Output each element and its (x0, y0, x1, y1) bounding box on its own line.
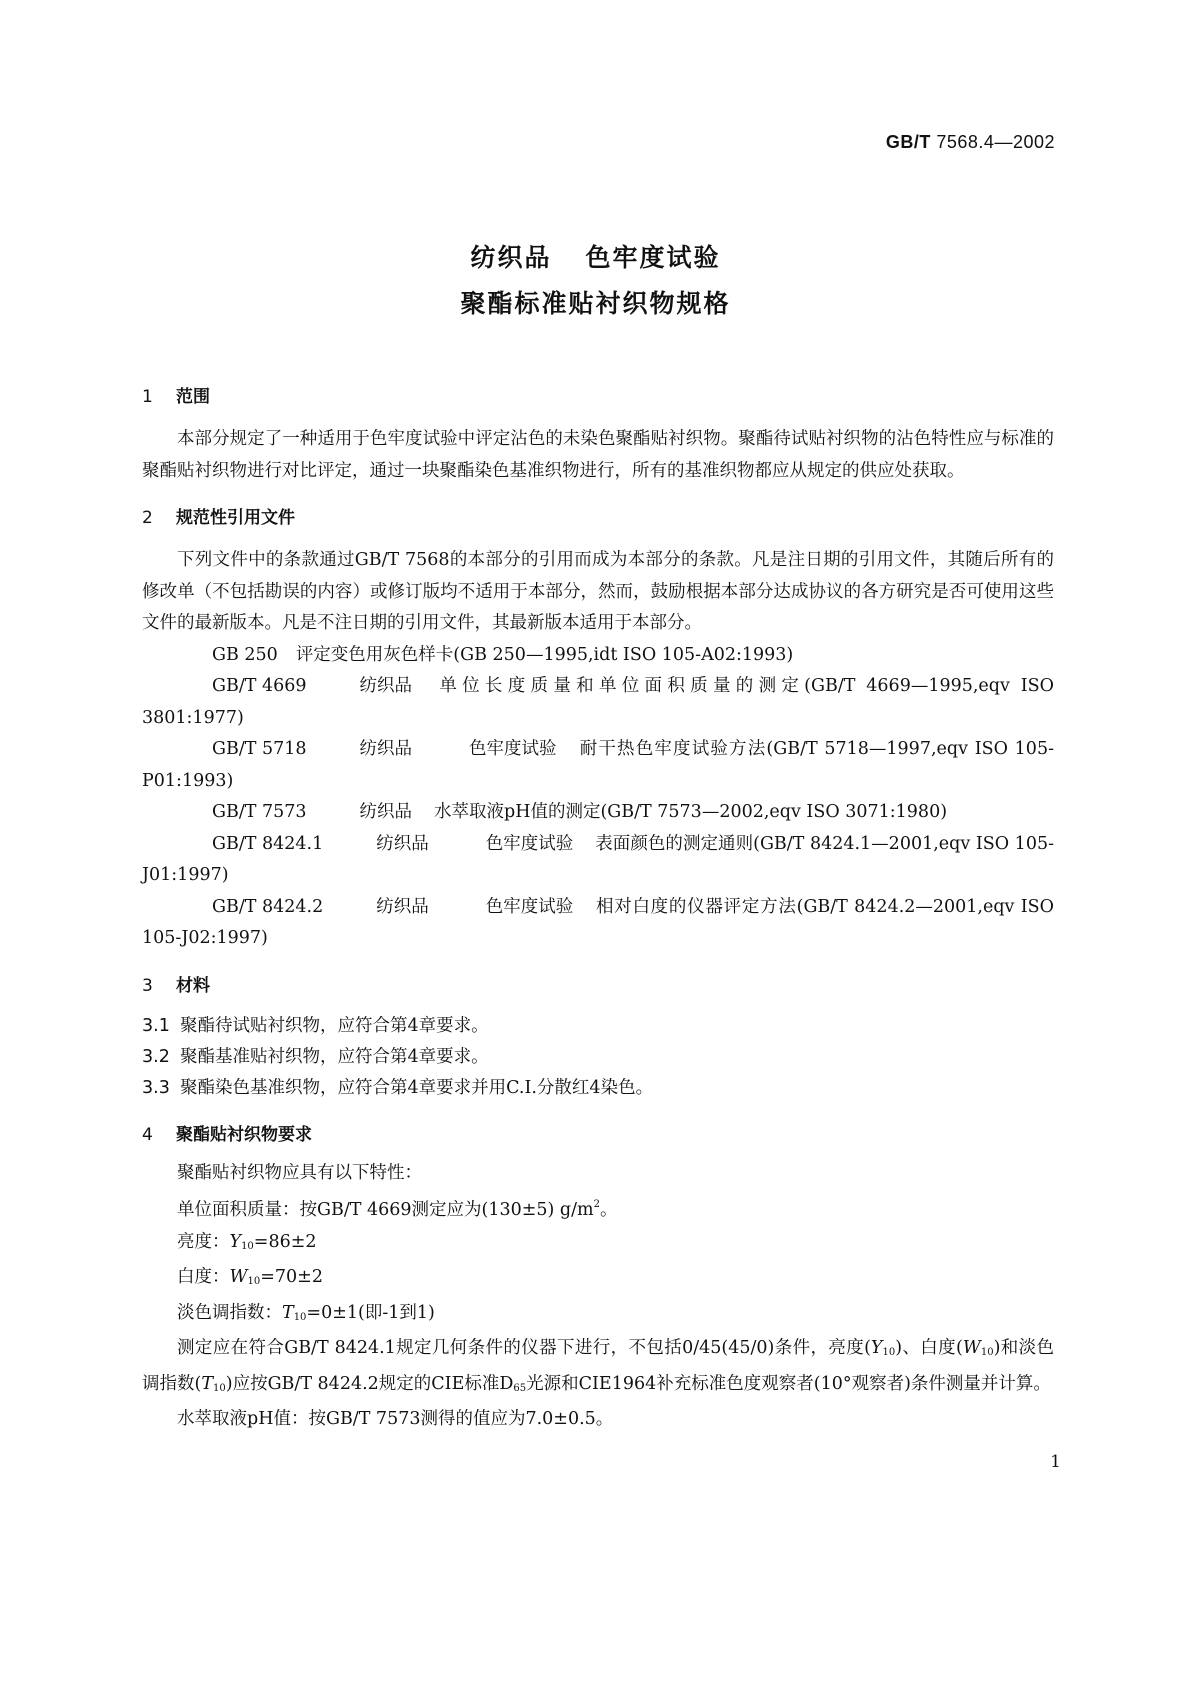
item-number: 3.1 (142, 1015, 170, 1036)
item-number: 3.3 (142, 1077, 170, 1098)
illuminant-subscript: 65 (513, 1382, 527, 1394)
whiteness-subscript: 10 (980, 1347, 994, 1358)
title-part-a: 纺织品 (470, 243, 552, 272)
measurement-text: )、白度( (895, 1338, 963, 1358)
reference-code: GB 250 (212, 644, 278, 665)
title-part-b: 色牢度试验 (585, 243, 721, 272)
reference-part: 色牢度试验 (469, 739, 557, 759)
reference-code: GB/T 5718 (212, 739, 307, 759)
reference-item (142, 829, 1054, 892)
brightness-subscript: 10 (241, 1240, 254, 1252)
brightness-requirement (142, 1227, 1054, 1263)
page-number: 1 (1050, 1452, 1061, 1472)
whiteness-symbol: W (962, 1338, 981, 1358)
tint-value: =0±1(即-1到1) (306, 1302, 435, 1323)
tint-label: 淡色调指数： (177, 1302, 282, 1323)
whiteness-symbol: W (229, 1267, 248, 1287)
mass-requirement (142, 1189, 1054, 1227)
brightness-value: =86±2 (253, 1231, 317, 1252)
measurement-text: )应按GB/T 8424.2规定的CIE标准D (225, 1373, 514, 1394)
reference-item (142, 671, 1054, 734)
section-number: 1 (142, 387, 153, 407)
title-line-1 (0, 238, 1191, 274)
reference-title: 表面颜色的测定通则(GB/T 8424.1—2001,eqv ISO 105-J01:1997) (142, 833, 1054, 885)
tint-symbol: T (201, 1373, 214, 1394)
section-title: 规范性引用文件 (176, 508, 295, 528)
whiteness-requirement (142, 1262, 1054, 1298)
item-text: 聚酯待试贴衬织物，应符合第4章要求。 (180, 1015, 489, 1036)
item-text: 聚酯基准贴衬织物，应符合第4章要求。 (180, 1046, 489, 1067)
reference-part: 色牢度试验 (485, 896, 574, 917)
reference-part: 纺织品 (376, 833, 429, 854)
tint-subscript: 10 (213, 1382, 226, 1394)
brightness-label: 亮度： (177, 1231, 230, 1252)
section-number: 2 (142, 508, 153, 528)
section-title: 聚酯贴衬织物要求 (176, 1124, 312, 1145)
reference-part: 纺织品 (359, 802, 413, 822)
section-number: 4 (142, 1124, 153, 1145)
reference-item (142, 734, 1054, 797)
section-2-paragraph: 下列文件中的条款通过GB/T 7568的本部分的引用而成为本部分的条款。凡是注日期的引用文件，其随后所有的修改单（不包括勘误的内容）或修订版均不适用于本部分，然而，鼓励根据本部分达成协议的各方研究是否可使用这些文件的最新版本。凡是不注日期的引用文件，其最新版本适用于本部分。 (142, 550, 1054, 633)
reference-item (142, 892, 1054, 955)
item-number: 3.2 (142, 1046, 170, 1067)
reference-item (142, 640, 1054, 672)
standard-code-prefix: GB/T (885, 132, 931, 152)
reference-code: GB/T 8424.1 (212, 833, 324, 854)
section-1-heading (142, 380, 1054, 414)
whiteness-label: 白度： (177, 1267, 230, 1287)
whiteness-value: =70±2 (260, 1267, 323, 1287)
requirements-block (142, 1158, 1054, 1436)
reference-part: 纺织品 (359, 739, 413, 759)
brightness-symbol: Y (870, 1338, 883, 1358)
standard-code (886, 132, 1055, 153)
brightness-subscript: 10 (882, 1347, 896, 1358)
section-title: 范围 (176, 387, 210, 407)
mass-text: 单位面积质量：按GB/T 4669测定应为(130±5) g/m (177, 1200, 594, 1220)
reference-code: GB/T 8424.2 (212, 896, 324, 917)
whiteness-subscript: 10 (247, 1276, 261, 1287)
material-item (142, 1073, 1054, 1104)
reference-title: 评定变色用灰色样卡(GB 250—1995,idt ISO 105-A02:1993) (295, 644, 794, 665)
measurement-paragraph (142, 1333, 1054, 1404)
section-number: 3 (142, 975, 153, 996)
section-2-heading (142, 501, 1054, 535)
tint-symbol: T (282, 1302, 294, 1323)
materials-list (142, 1011, 1054, 1104)
reference-title: 水萃取液pH值的测定(GB/T 7573—2002,eqv ISO 3071:1980) (434, 802, 948, 822)
reference-part: 纺织品 (376, 896, 429, 917)
title-line-2: 聚酯标准贴衬织物规格 (460, 289, 731, 318)
reference-part: 纺织品 (359, 676, 413, 696)
section-4-heading (142, 1118, 1054, 1152)
section-3-heading (142, 969, 1054, 1003)
reference-code: GB/T 4669 (212, 676, 307, 696)
reference-title: 耐干热色牢度试验方法(GB/T 5718—1997,eqv ISO 105-P01:1993) (142, 739, 1054, 791)
ph-requirement: 水萃取液pH值：按GB/T 7573测得的值应为7.0±0.5。 (177, 1409, 614, 1429)
reference-title: 相对白度的仪器评定方法(GB/T 8424.2—2001,eqv ISO 105-J02:1997) (142, 896, 1054, 948)
requirements-intro: 聚酯贴衬织物应具有以下特性： (177, 1162, 422, 1183)
mass-text-end: 。 (600, 1200, 618, 1220)
section-1-paragraph: 本部分规定了一种适用于色牢度试验中评定沾色的未染色聚酯贴衬织物。聚酯待试贴衬织物的沾色特性应与标准的聚酯贴衬织物进行对比评定，通过一块聚酯染色基准织物进行，所有的基准织物都应从规定的供应处获取。 (142, 429, 1054, 481)
material-item (142, 1042, 1054, 1073)
document-body (142, 380, 1054, 1436)
measurement-text: 光源和CIE1964补充标准色度观察者(10°观察者)条件测量并计算。 (526, 1373, 1051, 1394)
tint-requirement (142, 1298, 1054, 1334)
brightness-symbol: Y (229, 1231, 242, 1252)
reference-code: GB/T 7573 (212, 802, 307, 822)
reference-item (142, 797, 1054, 829)
item-text: 聚酯染色基准织物，应符合第4章要求并用C.I.分散红4染色。 (180, 1077, 654, 1098)
reference-title: 单位长度质量和单位面积质量的测定(GB/T 4669—1995,eqv ISO 3801:1977) (142, 676, 1054, 728)
tint-subscript: 10 (293, 1311, 307, 1323)
measurement-text: )和淡色调指数( (142, 1338, 1055, 1394)
reference-part: 色牢度试验 (485, 833, 574, 854)
mass-unit-exponent: 2 (593, 1199, 600, 1210)
section-title: 材料 (176, 975, 210, 996)
material-item (142, 1011, 1054, 1042)
measurement-text: 测定应在符合GB/T 8424.1规定几何条件的仪器下进行，不包括0/45(45/0)条件，亮度( (177, 1338, 871, 1358)
standard-code-number: 7568.4—2002 (936, 132, 1055, 152)
